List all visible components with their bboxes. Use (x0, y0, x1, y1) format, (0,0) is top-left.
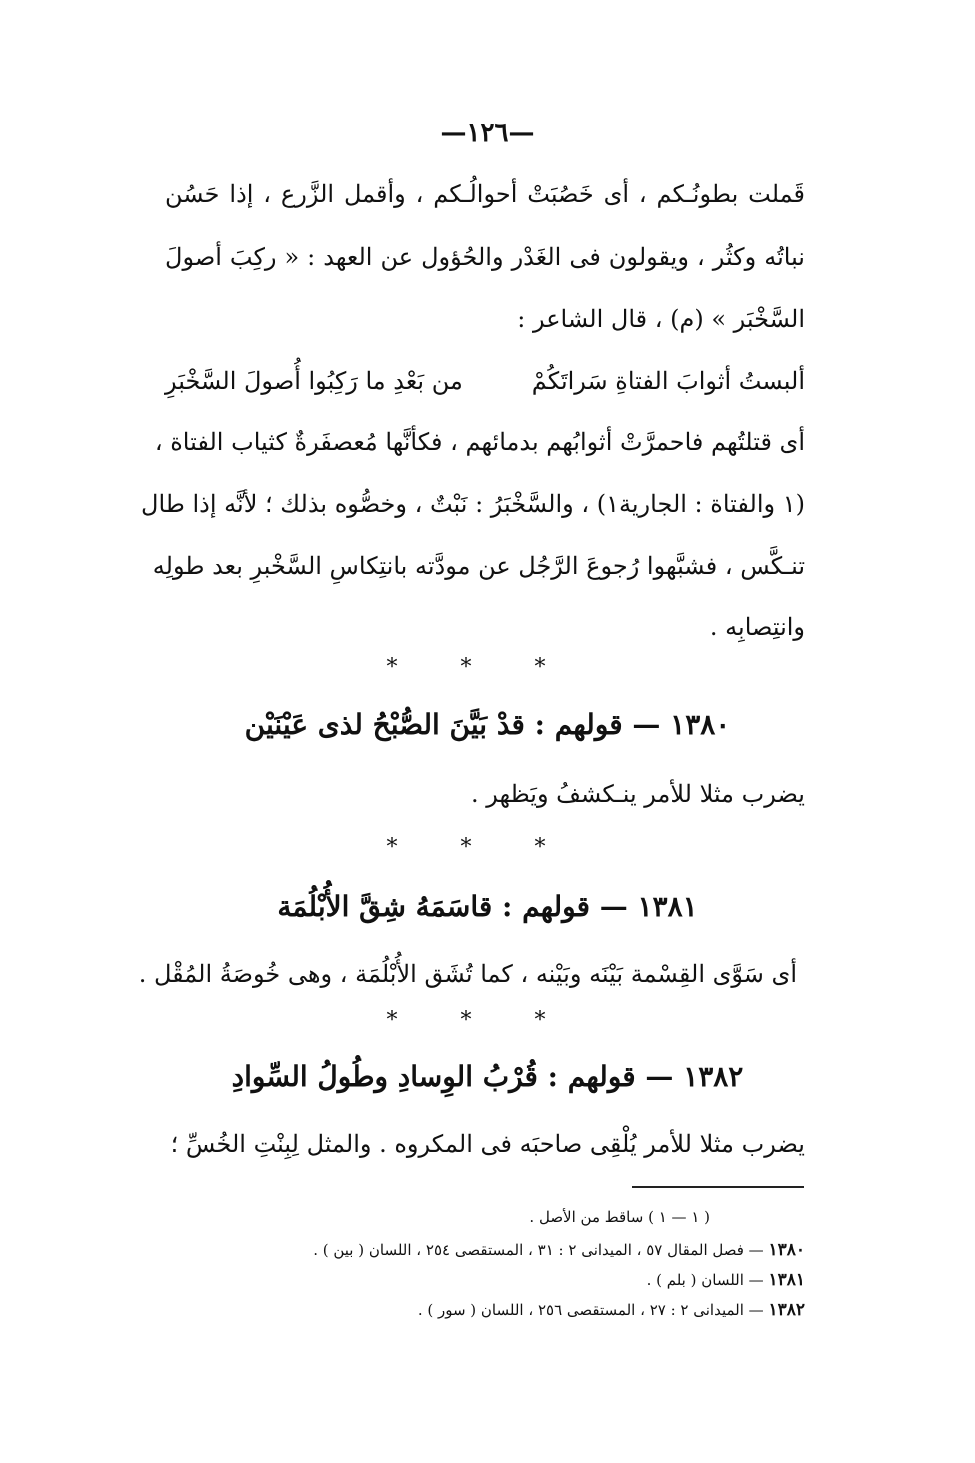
section-separator: * * * (386, 655, 574, 680)
footnote-text: — اللسان ( بلم ) . (646, 1271, 764, 1289)
footnote-text: — فصل المقال ٥٧ ، الميدانى ٢ : ٣١ ، المستقصى ٢٥٤ ، اللسان ( بين ) . (313, 1241, 764, 1259)
verse-first-hemistich: ألبستُ أثوابَ الفتاةِ سَراتَكُمْ (531, 367, 805, 395)
entry-body-1380: يضرب مثلا للأمر ينـكشفُ ويَظهر . (471, 780, 805, 808)
verse (165, 367, 805, 395)
footnote-number: ١٣٨٠ (768, 1240, 805, 1260)
body-line: وانتِصابِه . (709, 613, 805, 641)
body-line: أى قتلتُهم فاحمرَّتْ أثوابُهم بدمائهم ، فكأنَّها مُعصفَرةٌ كثياب الفتاة ، (154, 428, 805, 456)
entry-heading-1382: ١٣٨٢ — قولهم : قُرْبُ الوِسادِ وطُولُ السِّوادِ (231, 1060, 744, 1093)
body-line: تنـكَّس ، فشبَّهوا رُجوعَ الرَّجُل عن مودَّته بانتِكاسِ السَّخْبرِ بعد طولِه (152, 552, 805, 580)
footnote-number: ١٣٨٢ (768, 1300, 805, 1320)
entry-heading-1380: ١٣٨٠ — قولهم : قدْ بَيَّنَ الصُّبْحُ لذى عَيْنَيْن (244, 708, 731, 741)
body-line: نباتُه وكثُر ، ويقولون فى الغَدْر والحُؤول عن العهد : « ركِبَ أصولَ (165, 243, 805, 271)
section-separator: * * * (386, 835, 574, 860)
footnote (165, 1300, 805, 1320)
body-line: قَملت بطونُـكم ، أى خَصُبَتْ أحوالُـكم ، وأقمل الزَّرع ، إذا حَسُن (165, 180, 805, 208)
section-separator: * * * (386, 1008, 574, 1033)
verse-second-hemistich: من بَعْدِ ما رَكِبُوا أُصولَ السَّخْبَرِ (165, 367, 463, 395)
entry-heading-1381: ١٣٨١ — قولهم : قاسَمَهُ شِقَّ الأُبْلُمَة (277, 890, 698, 923)
footnote-text: ( ١ — ١ ) ساقط من الأصل . (529, 1208, 710, 1226)
footnote (70, 1208, 710, 1226)
body-line: (١ والفتاة : الجارية١) ، والسَّخْبَرُ : نَبْتٌ ، وخصُّوه بذلك ؛ لأنَّه إذا طال (141, 490, 805, 518)
footnote-number: ١٣٨١ (768, 1270, 805, 1290)
footnote-divider (632, 1186, 804, 1188)
footnote (165, 1270, 805, 1290)
entry-body-1381: أى سَوَّى القِسْمة بَيْنَه وبَيْنه ، كما تُشَق الأُبْلُمَة ، وهى خُوصَةُ المُقْل . (138, 960, 797, 988)
footnote (165, 1240, 805, 1260)
footnote-text: — الميدانى ٢ : ٢٧ ، المستقصى ٢٥٦ ، اللسان ( سور ) . (417, 1301, 764, 1319)
page-number: —١٢٦— (440, 118, 535, 148)
entry-body-1382: يضرب مثلا للأمر يُلْقِى صاحبَه فى المكروه . والمثل لِبِنْتِ الخُسِّ ؛ (170, 1130, 805, 1158)
body-line: السَّخْبَر » (م) ، قال الشاعر : (517, 305, 805, 333)
